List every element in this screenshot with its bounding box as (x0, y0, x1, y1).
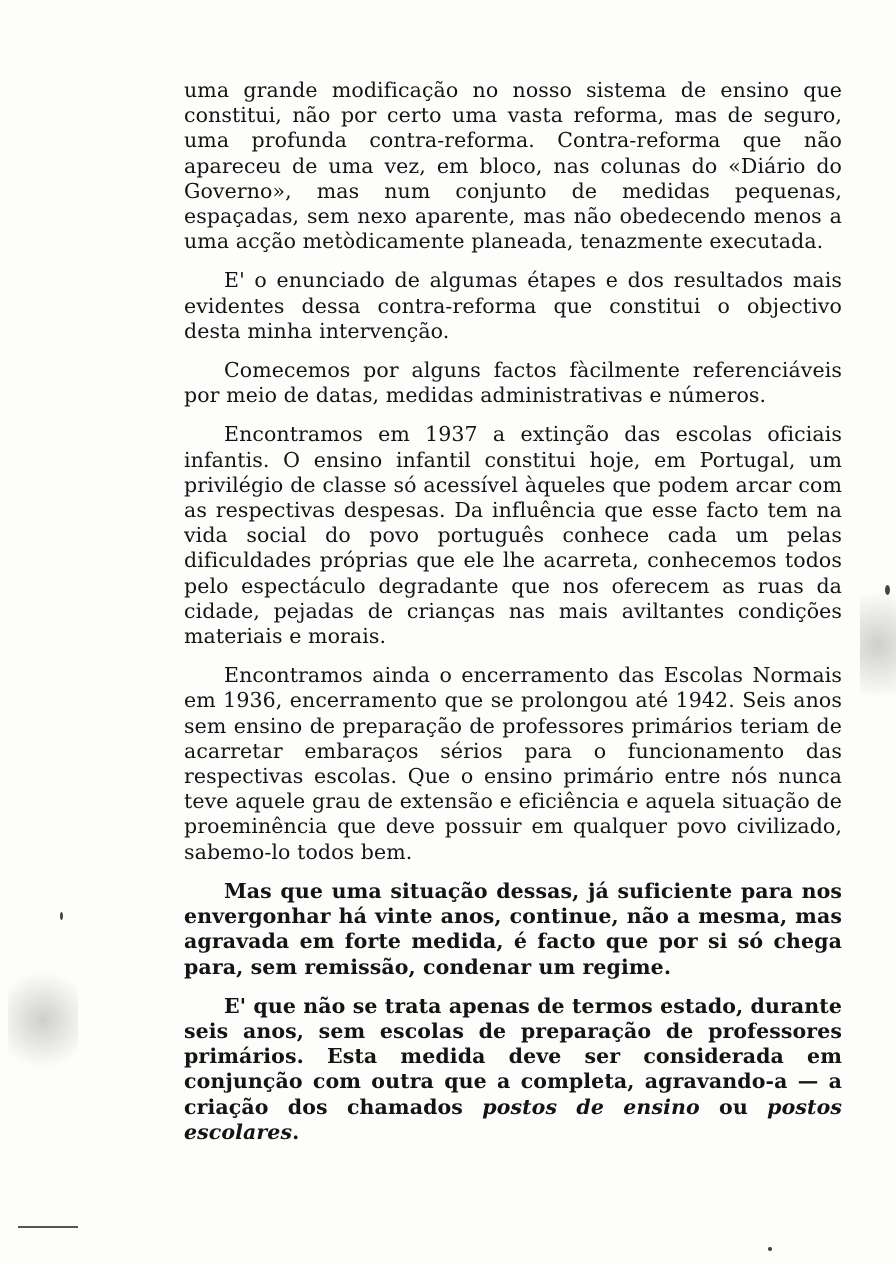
paragraph-7-text-after: . (292, 1119, 300, 1144)
paragraph-6: Mas que uma situação dessas, já suficiente para nos envergonhar há vinte anos, continue, não a mesma, mas agravada em forte medida, é facto que por si só chega para, sem remissão, condenar um regime. (184, 878, 842, 979)
paragraph-7-text-before: E' que não se trata apenas de termos estado, durante seis anos, sem escolas de preparação de professores primários. Esta medida deve ser considerada em conjunção com outra que a completa, agravando-a — a criação dos chamados (184, 993, 842, 1119)
paragraph-2: E' o enunciado de algumas étapes e dos resultados mais evidentes dessa contra-reforma que constitui o objectivo desta minha intervenção. (184, 268, 842, 343)
paragraph-1: uma grande modificação no nosso sistema de ensino que constitui, não por certo uma vasta reforma, mas de seguro, uma profunda contra-reforma. Contra-reforma que não apareceu de uma vez, em bloco, nas colunas do «Diário do Governo», mas num conjunto de medidas pequenas, espaçadas, sem nexo aparente, mas não obedecendo menos a uma acção metòdicamente planeada, tenazmente executada. (184, 78, 842, 254)
paragraph-5: Encontramos ainda o encerramento das Escolas Normais em 1936, encerramento que se prolongou até 1942. Seis anos sem ensino de preparação de professores primários teriam de acarretar embaraços sérios para o funcionamento das respectivas escolas. Que o ensino primário entre nós nunca teve aquele grau de extensão e eficiência e aquela situação de proeminência que deve possuir em qualquer povo civilizado, sabemo-lo todos bem. (184, 663, 842, 864)
body-text (184, 78, 842, 1159)
scan-speck (60, 912, 63, 920)
paragraph-7 (184, 994, 842, 1145)
paragraph-7-text-middle: ou (699, 1094, 768, 1119)
scan-speck (768, 1247, 772, 1251)
paragraph-7-emphasis-1: postos de ensino (482, 1094, 700, 1119)
scan-smudge-left (8, 960, 78, 1080)
paragraph-7-emphasis-2: postos escolares (184, 1094, 842, 1144)
scan-smudge-right (860, 570, 896, 720)
scan-speck (885, 585, 890, 595)
scan-edge-mark (18, 1226, 78, 1228)
paragraph-4: Encontramos em 1937 a extinção das escolas oficiais infantis. O ensino infantil constitui hoje, em Portugal, um privilégio de classe só acessível àqueles que podem arcar com as respectivas despesas. Da influência que esse facto tem na vida social do povo português conhece cada um pelas dificuldades próprias que ele lhe acarreta, conhecemos todos pelo espectáculo degradante que nos oferecem as ruas da cidade, pejadas de crianças nas mais aviltantes condições materiais e morais. (184, 422, 842, 649)
paragraph-3: Comecemos por alguns factos fàcilmente referenciáveis por meio de datas, medidas administrativas e números. (184, 358, 842, 408)
